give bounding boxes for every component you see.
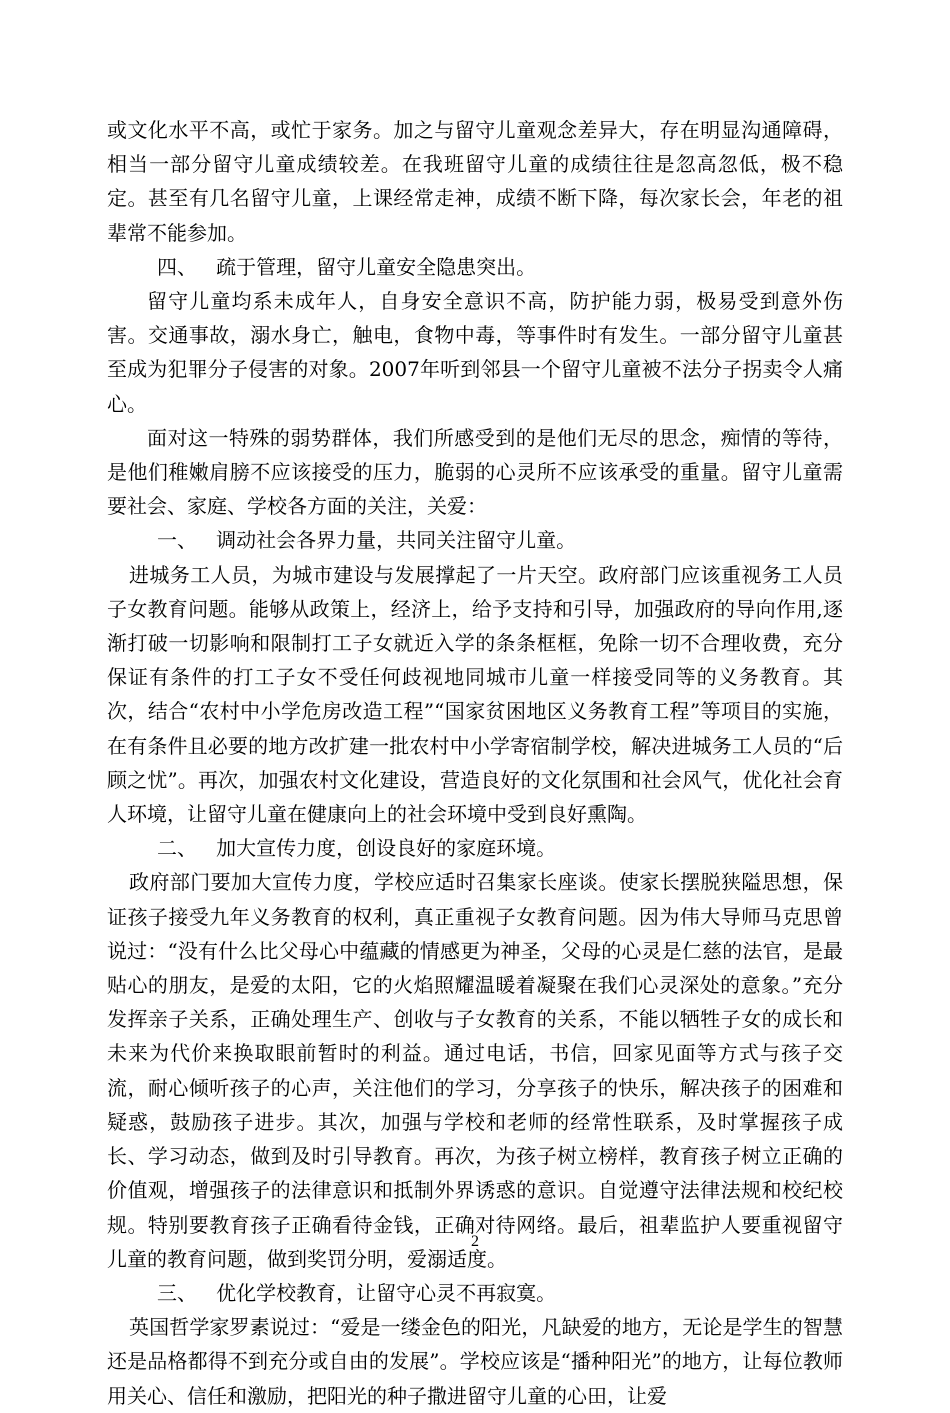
section-heading-1: 一、 调动社会各界力量，共同关注留守儿童。	[157, 528, 577, 553]
page-number: 2	[471, 1233, 479, 1250]
paragraph: 留守儿童均系未成年人，自身安全意识不高，防护能力弱，极易受到意外伤害。交通事故，溺水身亡，触电，食物中毒，等事件时有发生。一部分留守儿童甚至成为犯罪分子侵害的对象。2007年听到邻县一个留守儿童被不法分子拐卖令人痛心。	[107, 289, 843, 416]
section-heading-2: 二、 加大宣传力度，创设良好的家庭环境。	[157, 836, 557, 861]
paragraph: 面对这一特殊的弱势群体，我们所感受到的是他们无尽的思念，痴情的等待，是他们稚嫩肩膀不应该接受的压力，脆弱的心灵所不应该承受的重量。留守儿童需要社会、家庭、学校各方面的关注，关爱：	[107, 425, 843, 519]
document-body	[107, 113, 843, 1413]
section-heading-4: 四、 疏于管理，留守儿童安全隐患突出。	[157, 254, 537, 279]
paragraph: 进城务工人员，为城市建设与发展撑起了一片天空。政府部门应该重视务工人员子女教育问题。能够从政策上，经济上，给予支持和引导，加强政府的导向作用,逐渐打破一切影响和限制打工子女就近入学的条条框框，免除一切不合理收费，充分保证有条件的打工子女不受任何歧视地同城市儿童一样接受同等的义务教育。其次，结合“农村中小学危房改造工程”“国家贫困地区义务教育工程”等项目的实施，在有条件且必要的地方改扩建一批农村中小学寄宿制学校，解决进城务工人员的“后顾之忧”。再次，加强农村文化建设，营造良好的文化氛围和社会风气，优化社会育人环境，让留守儿童在健康向上的社会环境中受到良好熏陶。	[107, 562, 843, 827]
paragraph: 或文化水平不高，或忙于家务。加之与留守儿童观念差异大，存在明显沟通障碍，相当一部分留守儿童成绩较差。在我班留守儿童的成绩往往是忽高忽低，极不稳定。甚至有几名留守儿童，上课经常走神，成绩不断下降，每次家长会，年老的祖辈常不能参加。	[107, 118, 843, 245]
paragraph: 政府部门要加大宣传力度，学校应适时召集家长座谈。使家长摆脱狭隘思想，保证孩子接受九年义务教育的权利，真正重视子女教育问题。因为伟大导师马克思曾说过：“没有什么比父母心中蕴藏的情感更为神圣，父母的心灵是仁慈的法官，是最贴心的朋友，是爱的太阳，它的火焰照耀温暖着凝聚在我们心灵深处的意象。”充分发挥亲子关系，正确处理生产、创收与子女教育的关系，不能以牺牲子女的成长和未来为代价来换取眼前暂时的利益。通过电话，书信，回家见面等方式与孩子交流，耐心倾听孩子的心声，关注他们的学习，分享孩子的快乐，解决孩子的困难和疑惑，鼓励孩子进步。其次，加强与学校和老师的经常性联系，及时掌握孩子成长、学习动态，做到及时引导教育。再次，为孩子树立榜样，教育孩子树立正确的价值观，增强孩子的法律意识和抵制外界诱惑的意识。自觉遵守法律法规和校纪校规。特别要教育孩子正确看待金钱，正确对待网络。最后，祖辈监护人要重视留守儿童的教育问题，做到奖罚分明，爱溺适度。	[107, 870, 843, 1271]
paragraph: 英国哲学家罗素说过：“爱是一缕金色的阳光，凡缺爱的地方，无论是学生的智慧还是品格都得不到充分或自由的发展”。学校应该是“播种阳光”的地方，让每位教师用关心、信任和激励，把阳光的种子撒进留守儿童的心田，让爱	[107, 1315, 843, 1408]
section-heading-3: 三、 优化学校教育，让留守心灵不再寂寞。	[157, 1280, 557, 1305]
